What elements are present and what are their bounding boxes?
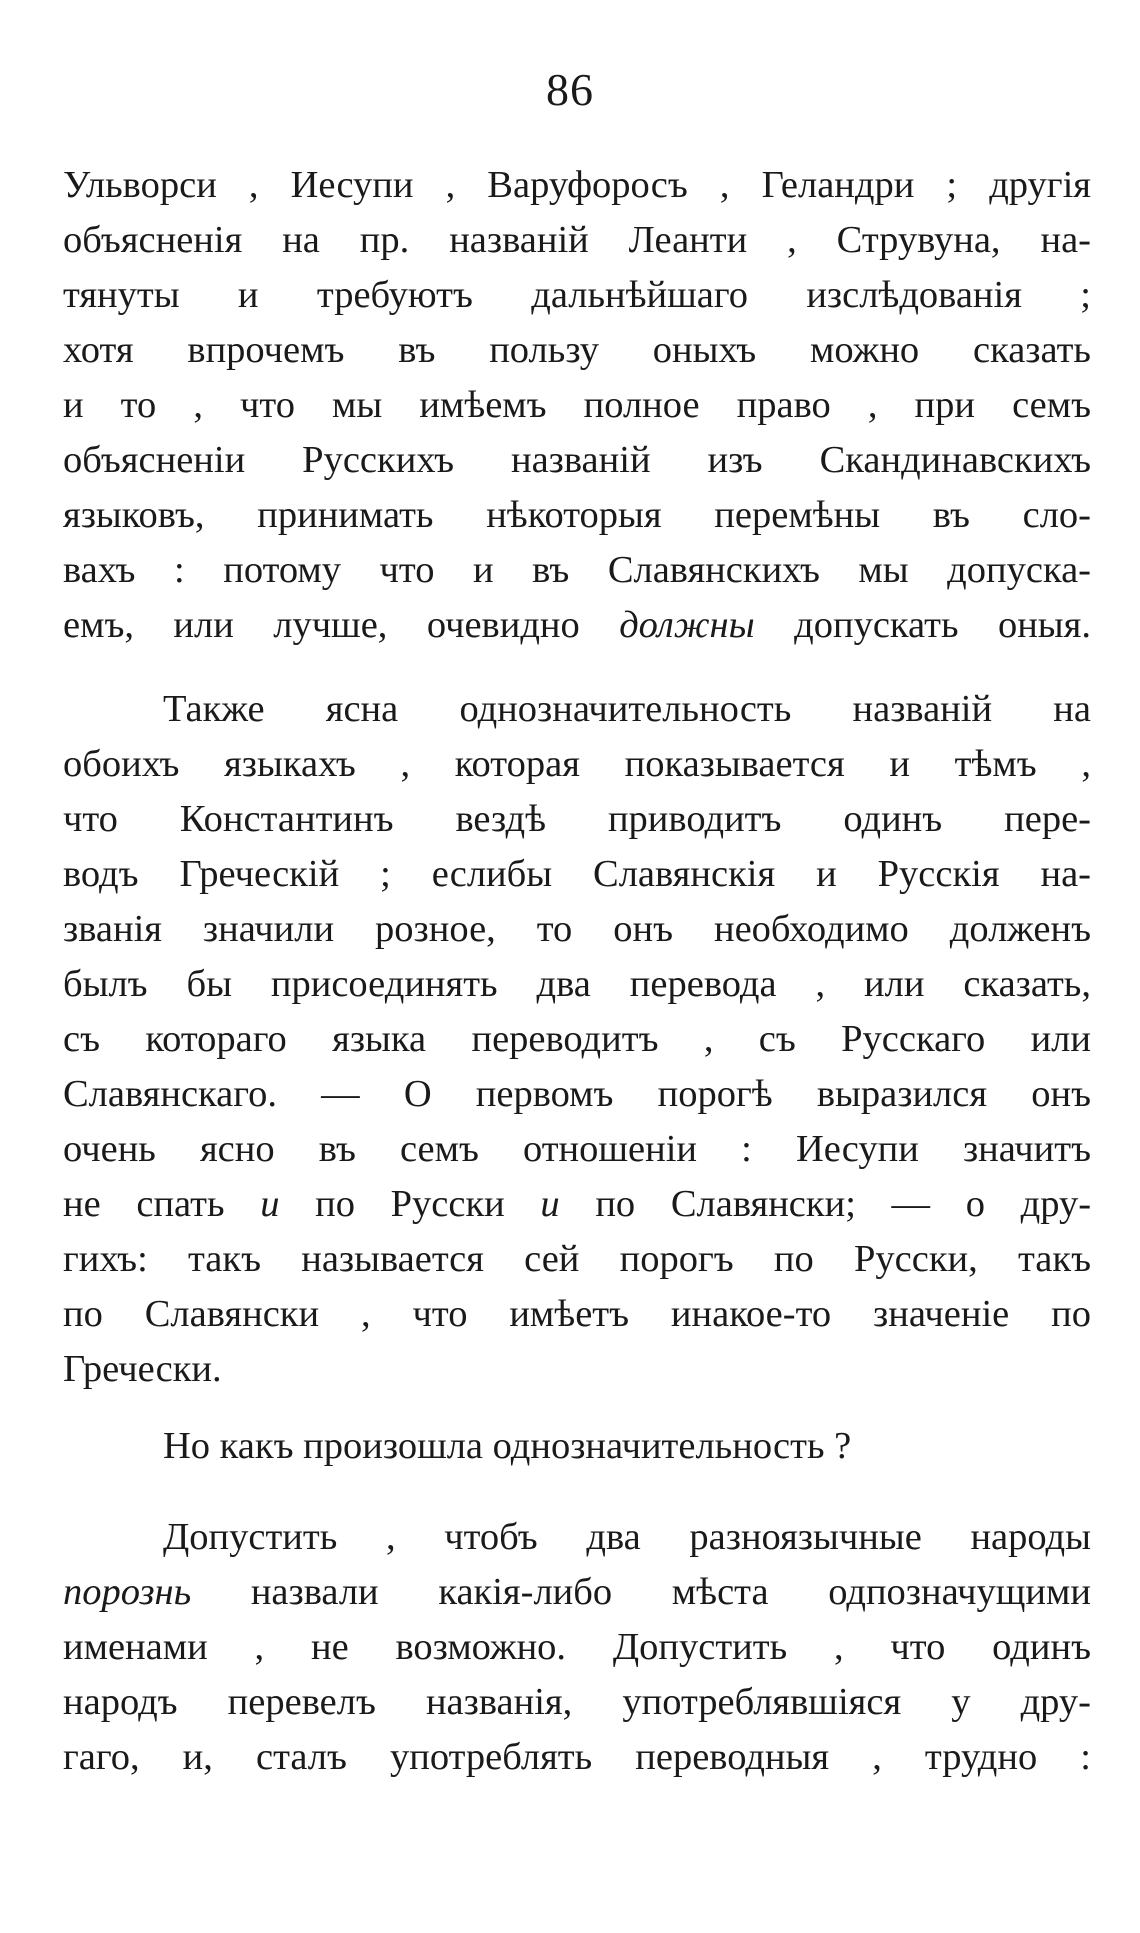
paragraph-3 — [63, 1419, 1091, 1474]
text-line — [63, 1565, 1091, 1620]
text-line: народъ перевелъ названія, употреблявшіяся у дру- — [63, 1681, 1091, 1723]
text-line: гихъ: такъ называется сей порогъ по Русски, такъ — [63, 1238, 1091, 1280]
text-line: Славянскаго. — О первомъ порогѣ выразился онъ — [63, 1073, 1091, 1115]
text-line: званія значили розное, то онъ необходимо долженъ — [63, 908, 1091, 950]
text-run: емъ, или лучше, очевидно — [63, 604, 620, 646]
text-line: водъ Греческій ; еслибы Славянскія и Русскія на- — [63, 853, 1091, 895]
text-line: Но какъ произошла однозначительность ? — [163, 1425, 852, 1467]
paragraph-2 — [63, 682, 1091, 1397]
text-line: Допустить , чтобъ два разноязычные народы — [163, 1516, 1091, 1558]
text-line: былъ бы присоединять два перевода , или сказать, — [63, 963, 1091, 1005]
italic-word: и — [260, 1183, 280, 1225]
paragraph-1 — [63, 158, 1091, 653]
text-line: тянуты и требуютъ дальнѣйшаго изслѣдованія ; — [63, 274, 1091, 316]
italic-word: должны — [619, 604, 755, 646]
text-line: по Славянски , что имѣетъ инакое-то значеніе по — [63, 1293, 1091, 1335]
text-line: Ульворси , Иесупи , Варуфоросъ , Геландри ; другія — [63, 164, 1091, 206]
text-line: и то , что мы имѣемъ полное право , при семъ — [63, 384, 1091, 426]
italic-word: и — [540, 1183, 560, 1225]
text-line: гаго, и, сталъ употреблять переводныя , трудно : — [63, 1736, 1091, 1778]
italic-word: порознь — [63, 1571, 192, 1613]
text-line — [63, 1177, 1091, 1232]
text-line: очень ясно въ семъ отношеніи : Иесупи значитъ — [63, 1128, 1091, 1170]
text-line: Гречески. — [63, 1348, 222, 1390]
text-line: вахъ : потому что и въ Славянскихъ мы допуска- — [63, 549, 1091, 591]
text-line: объясненія на пр. названій Леанти , Струвуна, на- — [63, 219, 1091, 261]
text-line: хотя впрочемъ въ пользу оныхъ можно сказать — [63, 329, 1091, 371]
text-line: объясненіи Русскихъ названій изъ Скандинавскихъ — [63, 439, 1091, 481]
text-run: назвали какія-либо мѣста одпозначущими — [191, 1571, 1091, 1613]
text-run: по Русски — [279, 1183, 541, 1225]
text-line: Также ясна однозначительность названій на — [163, 688, 1091, 730]
text-line: именами , не возможно. Допустить , что одинъ — [63, 1626, 1091, 1668]
text-line — [63, 598, 1091, 653]
text-line: обоихъ языкахъ , которая показывается и тѣмъ , — [63, 743, 1091, 785]
text-line: съ котораго языка переводитъ , съ Русскаго или — [63, 1018, 1091, 1060]
paragraph-4 — [63, 1510, 1091, 1785]
text-run: допускать оныя. — [754, 604, 1091, 646]
text-run: не спать — [63, 1183, 261, 1225]
text-line: что Константинъ вездѣ приводитъ одинъ пере- — [63, 798, 1091, 840]
text-run: по Славянски; — о дру- — [559, 1183, 1091, 1225]
page-number: 86 — [546, 64, 594, 115]
text-line: языковъ, принимать нѣкоторыя перемѣны въ сло- — [63, 494, 1091, 536]
